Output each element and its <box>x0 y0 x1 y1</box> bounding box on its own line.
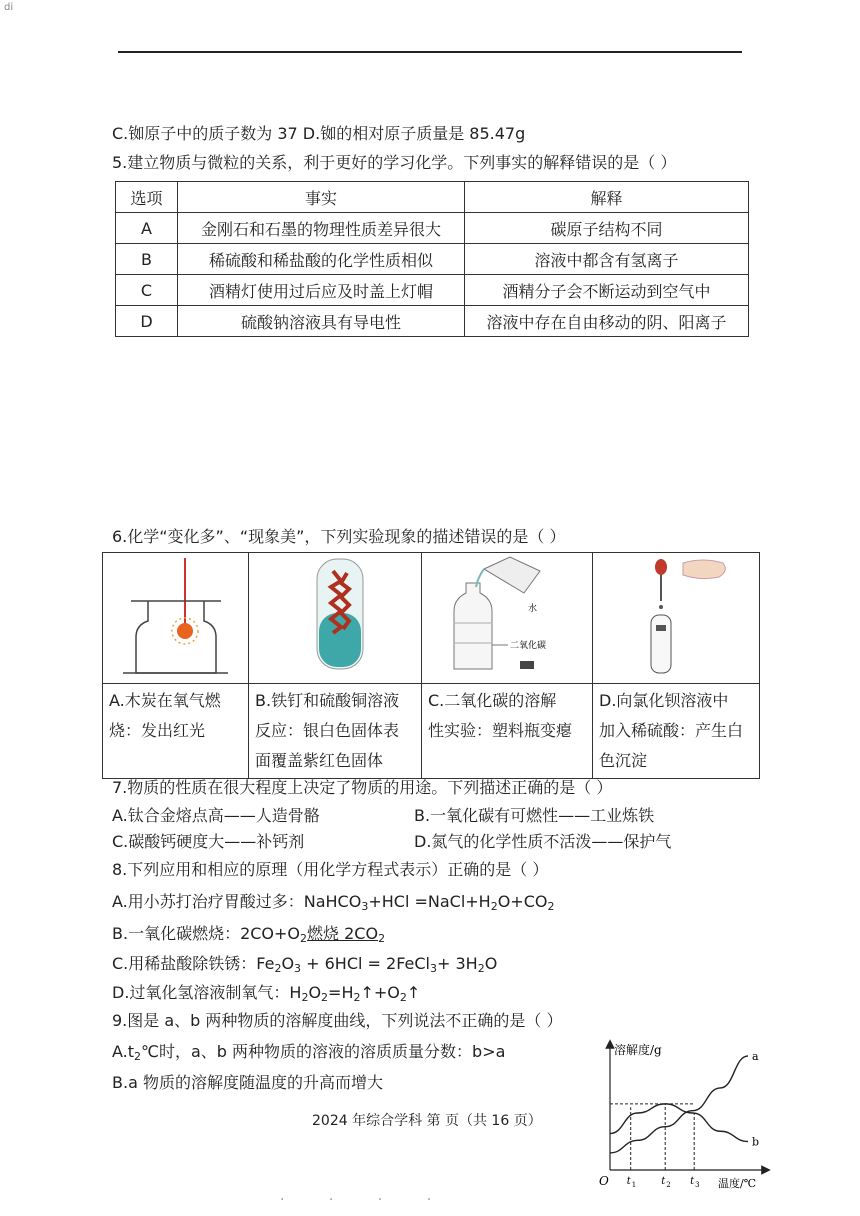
q6-option-a <box>103 684 249 779</box>
x-tick-label: t <box>690 1176 695 1187</box>
q7-option-d: D.氮气的化学性质不活泼——保护气 <box>414 832 672 851</box>
table-row <box>116 213 749 244</box>
q7-stem: 7.物质的性质在很大程度上决定了物质的用途。下列描述正确的是（ ） <box>112 778 613 797</box>
q8-option-b: B.一氧化碳燃烧：$2CO+O_2$燃烧 $2CO_2$ <box>112 924 386 945</box>
q6-b-line3: 面覆盖紫红色固体 <box>255 751 384 770</box>
row-explain: 溶液中存在自由移动的阴、阳离子 <box>465 306 749 337</box>
row-explain: 溶液中都含有氢离子 <box>465 244 749 275</box>
q6-d-line2: 加入稀硫酸：产生白 <box>599 721 744 740</box>
row-fact: 酒精灯使用过后应及时盖上灯帽 <box>178 275 465 306</box>
series-a-label: a <box>752 1050 759 1063</box>
reaction-condition: 燃烧 <box>307 924 340 943</box>
q9-option-b: B.a 物质的溶解度随温度的升高而增大 <box>112 1073 383 1092</box>
image-dropper-test-tube <box>593 553 760 684</box>
row-option: A <box>116 213 178 244</box>
label-co2: 二氧化碳 <box>510 641 547 651</box>
q7-option-a: A.钛合金熔点高——人造骨骼 <box>112 806 320 825</box>
q9-stem: 9.图是 a、b 两种物质的溶解度曲线，下列说法不正确的是（ ） <box>112 1011 563 1030</box>
row-fact: 金刚石和石墨的物理性质差异很大 <box>178 213 465 244</box>
row-explain: 碳原子结构不同 <box>465 213 749 244</box>
row-option: D <box>116 306 178 337</box>
q6-option-c <box>422 684 593 779</box>
q6-stem: 6.化学“变化多”、“现象美”，下列实验现象的描述错误的是（ ） <box>112 527 566 546</box>
image-nail-in-copper-sulfate <box>249 553 422 684</box>
header-fact: 事实 <box>178 182 465 213</box>
q6-a-line2: 烧：发出红光 <box>109 721 206 740</box>
header-option: 选项 <box>116 182 178 213</box>
top-rule <box>118 51 742 53</box>
q7-option-c: C.碳酸钙硬度大——补钙剂 <box>112 832 305 851</box>
table-row <box>116 244 749 275</box>
q7-option-b: B.一氧化碳有可燃性——工业炼铁 <box>414 806 655 825</box>
q6-c-line1: C.二氧化碳的溶解 <box>428 691 557 710</box>
header-mark: di <box>4 2 14 13</box>
x-tick-subscript: 3 <box>695 1181 700 1189</box>
header-explain: 解释 <box>465 182 749 213</box>
series-b-label: b <box>752 1135 760 1149</box>
label-water: 水 <box>528 604 538 614</box>
q6-b-line2: 反应：银白色固体表 <box>255 721 400 740</box>
y-axis-label: 溶解度/g <box>614 1043 662 1057</box>
x-tick-label: t <box>661 1176 666 1187</box>
q5-table <box>115 181 749 337</box>
q8-option-d: D.过氧化氢溶液制氧气：$H_2O_2=H_2↑+O_2↑$ <box>112 983 421 1004</box>
origin-label: O <box>599 1174 609 1188</box>
x-tick-subscript: 2 <box>666 1181 671 1189</box>
q8-option-a: A.用小苏打治疗胃酸过多：NaHCO$_3$+HCl $=NaCl+H_2O+CO_2$ <box>112 892 555 913</box>
q6-a-line1: A.木炭在氧气燃 <box>109 691 221 710</box>
q6-b-line1: B.铁钉和硫酸铜溶液 <box>255 691 400 710</box>
table-row <box>116 275 749 306</box>
image-charcoal-burning <box>103 553 249 684</box>
x-tick-subscript: 1 <box>631 1181 637 1189</box>
q6-d-line1: D.向氯化钡溶液中 <box>599 691 729 710</box>
q8-stem: 8.下列应用和相应的原理（用化学方程式表示）正确的是（ ） <box>112 860 549 879</box>
table-row <box>116 306 749 337</box>
q8-option-c: C.用稀盐酸除铁锈：$Fe_2O_3 + 6HCl$ = 2FeCl$_3$+ $3H_2O$ <box>112 954 498 975</box>
q6-d-line3: 色沉淀 <box>599 751 648 770</box>
row-option: C <box>116 275 178 306</box>
q4-options: C.铷原子中的质子数为 37 D.铷的相对原子质量是 85.47g <box>112 124 526 143</box>
q6-c-line2: 性实验：塑料瓶变瘪 <box>428 721 573 740</box>
image-co2-bottle <box>422 553 593 684</box>
x-axis-label: 温度/℃ <box>718 1177 757 1190</box>
q9-option-a: $A.t_2℃$时，a、b 两种物质的溶液的溶质质量分数：b>a <box>112 1042 506 1063</box>
row-fact: 硫酸钠溶液具有导电性 <box>178 306 465 337</box>
x-tick-label: t <box>626 1176 631 1187</box>
q5-stem: 5.建立物质与微粒的关系，利于更好的学习化学。下列事实的解释错误的是（ ） <box>112 153 677 172</box>
solubility-chart <box>596 1034 776 1194</box>
row-fact: 稀硫酸和稀盐酸的化学性质相似 <box>178 244 465 275</box>
bottom-dots: . . . . <box>280 1188 452 1204</box>
table-header-row <box>116 182 749 213</box>
row-option: B <box>116 244 178 275</box>
q6-option-d <box>593 684 760 779</box>
q6-table <box>102 552 760 779</box>
row-explain: 酒精分子会不断运动到空气中 <box>465 275 749 306</box>
q6-option-b <box>249 684 422 779</box>
page-footer: 2024 年综合学科 第 页（共 16 页） <box>312 1113 542 1129</box>
